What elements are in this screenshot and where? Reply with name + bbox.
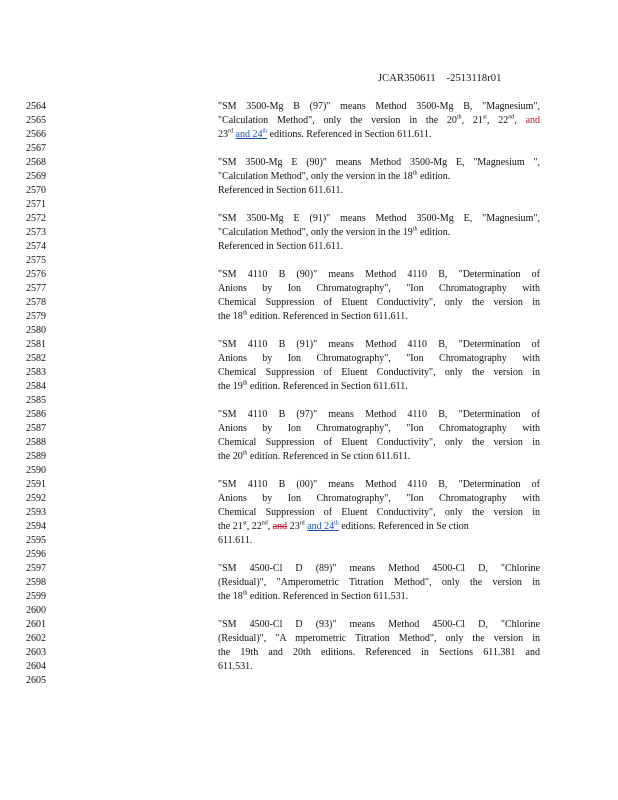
line-number: 2583 <box>26 367 46 378</box>
line-number: 2599 <box>26 591 46 602</box>
line-number: 2594 <box>26 521 46 532</box>
text-line: Referenced in Section 611.611. <box>218 185 344 196</box>
line-number: 2564 <box>26 101 46 112</box>
text-line: the 19th edition. Referenced in Section 611.611. <box>218 380 408 392</box>
line-number: 2566 <box>26 129 46 140</box>
line-number: 2569 <box>26 171 46 182</box>
text-line: "SM 4110 B (91)" means Method 4110 B, "Determination of <box>218 339 540 350</box>
line-number: 2581 <box>26 339 46 350</box>
text-line: "SM 4110 B (97)" means Method 4110 B, "Determination of <box>218 409 540 420</box>
blank-line <box>218 142 540 156</box>
text-line: "SM 4110 B (90)" means Method 4110 B, "Determination of <box>218 269 540 280</box>
blank-line <box>218 674 540 688</box>
text-line: Chemical Suppression of Eluent Conductivity", only the version in <box>218 367 540 378</box>
text-line: 611.531. <box>218 661 253 672</box>
line-number: 2587 <box>26 423 46 434</box>
line-number: 2596 <box>26 549 46 560</box>
line-number: 2605 <box>26 675 46 686</box>
text-line: (Residual)", "Amperometric Titration Method", only the version in <box>218 577 540 588</box>
line-number: 2580 <box>26 325 46 336</box>
line-number: 2572 <box>26 213 46 224</box>
text-line: Chemical Suppression of Eluent Conductivity", only the version in <box>218 437 540 448</box>
text-line: (Residual)", "A mperometric Titration Method", only the version in <box>218 633 540 644</box>
deleted-text: and <box>272 521 288 532</box>
line-number: 2582 <box>26 353 46 364</box>
document-header <box>378 73 502 84</box>
text-line: Anions by Ion Chromatography", "Ion Chromatography with <box>218 353 540 364</box>
line-number: 2589 <box>26 451 46 462</box>
doc-revision: -2513118r01 <box>446 73 502 84</box>
line-number: 2598 <box>26 577 46 588</box>
line-number: 2570 <box>26 185 46 196</box>
text-line: "Calculation Method", only the version in the 20th, 21st, 22nd, and <box>218 114 541 126</box>
text-line: "SM 4110 B (00)" means Method 4110 B, "Determination of <box>218 479 540 490</box>
line-number: 2595 <box>26 535 46 546</box>
text-line: Referenced in Section 611.611. <box>218 241 344 252</box>
blank-line <box>218 548 540 562</box>
line-number: 2586 <box>26 409 46 420</box>
line-number: 2579 <box>26 311 46 322</box>
text-line: "SM 4500-Cl D (93)" means Method 4500-Cl D, "Chlorine <box>218 619 540 630</box>
blank-line <box>218 324 540 338</box>
line-number: 2603 <box>26 647 46 658</box>
text-line: Anions by Ion Chromatography", "Ion Chromatography with <box>218 283 540 294</box>
blank-line <box>218 604 540 618</box>
line-number: 2576 <box>26 269 46 280</box>
line-number: 2584 <box>26 381 46 392</box>
text-line: the 21st, 22nd, and 23rd and 24th editions. Referenced in Se ction <box>218 520 469 532</box>
text-line: "SM 4500-Cl D (89)" means Method 4500-Cl D, "Chlorine <box>218 563 540 574</box>
line-number: 2592 <box>26 493 46 504</box>
line-number: 2567 <box>26 143 46 154</box>
inserted-text: and 24th <box>235 128 268 140</box>
line-number: 2597 <box>26 563 46 574</box>
inserted-text: and 24th <box>307 520 339 532</box>
text-line: 611.611. <box>218 535 253 546</box>
text-line: the 19th and 20th editions. Referenced in Sections 611.381 and <box>218 647 540 658</box>
line-number: 2604 <box>26 661 46 672</box>
line-number: 2577 <box>26 283 46 294</box>
document-body <box>218 100 540 688</box>
line-number-column <box>26 100 56 688</box>
inserted-text: and <box>525 115 541 126</box>
text-line: "Calculation Method", only the version in the 19th edition. <box>218 226 451 238</box>
line-number: 2602 <box>26 633 46 644</box>
text-line: "SM 3500-Mg E (90)" means Method 3500-Mg E, "Magnesium ", <box>218 157 540 168</box>
line-number: 2588 <box>26 437 46 448</box>
line-number: 2578 <box>26 297 46 308</box>
text-line: "Calculation Method", only the version in the 18th edition. <box>218 170 451 182</box>
line-number: 2600 <box>26 605 46 616</box>
line-number: 2601 <box>26 619 46 630</box>
blank-line <box>218 254 540 268</box>
line-number: 2574 <box>26 241 46 252</box>
doc-id: JCAR350611 <box>378 73 436 84</box>
line-number: 2573 <box>26 227 46 238</box>
line-number: 2568 <box>26 157 46 168</box>
text-line: Anions by Ion Chromatography", "Ion Chromatography with <box>218 493 540 504</box>
line-number: 2575 <box>26 255 46 266</box>
text-line: the 20th edition. Referenced in Se ction 611.611. <box>218 450 411 462</box>
blank-line <box>218 394 540 408</box>
text-line: Chemical Suppression of Eluent Conductivity", only the version in <box>218 507 540 518</box>
line-number: 2590 <box>26 465 46 476</box>
text-line: Anions by Ion Chromatography", "Ion Chromatography with <box>218 423 540 434</box>
text-line: the 18th edition. Referenced in Section 611.531. <box>218 590 409 602</box>
text-line: Chemical Suppression of Eluent Conductivity", only the version in <box>218 297 540 308</box>
blank-line <box>218 464 540 478</box>
line-number: 2571 <box>26 199 46 210</box>
text-line: 23rd and 24th editions. Referenced in Section 611.611. <box>218 128 432 140</box>
blank-line <box>218 198 540 212</box>
line-number: 2565 <box>26 115 46 126</box>
line-number: 2591 <box>26 479 46 490</box>
text-line: "SM 3500-Mg E (91)" means Method 3500-Mg E, "Magnesium", <box>218 213 540 224</box>
text-line: "SM 3500-Mg B (97)" means Method 3500-Mg B, "Magnesium", <box>218 101 540 112</box>
line-number: 2585 <box>26 395 46 406</box>
text-line: the 18th edition. Referenced in Section 611.611. <box>218 310 408 322</box>
line-number: 2593 <box>26 507 46 518</box>
